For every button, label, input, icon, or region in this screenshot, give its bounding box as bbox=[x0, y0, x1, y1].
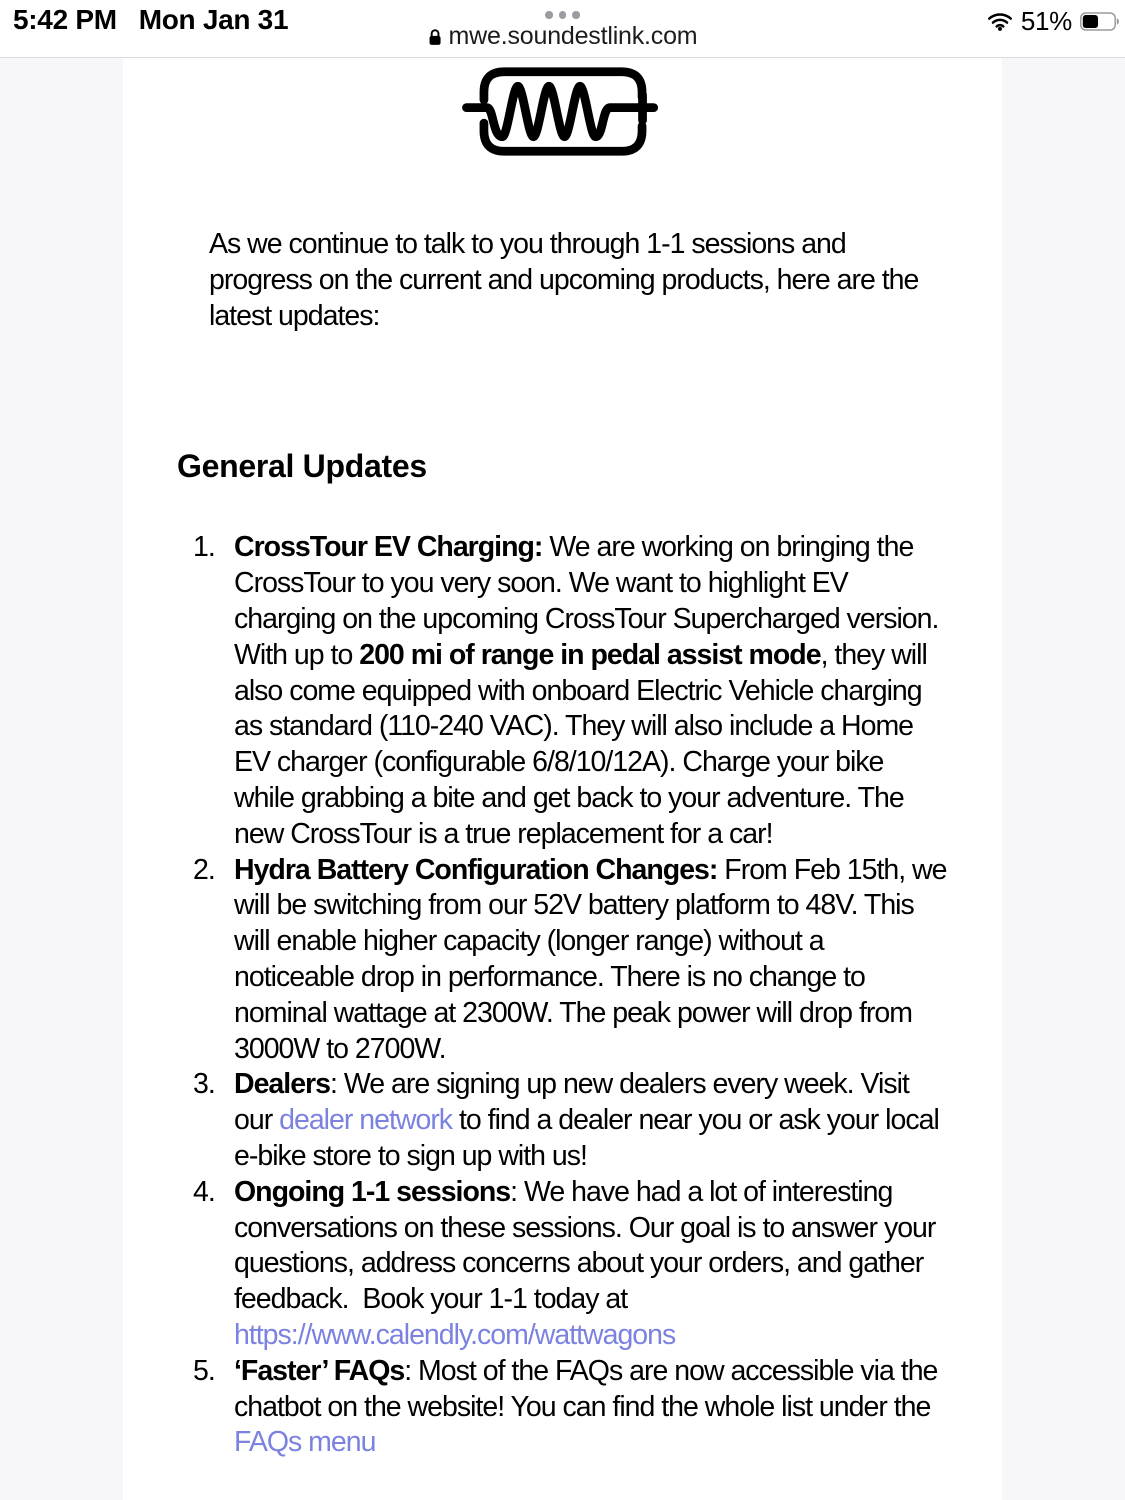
list-item-text bbox=[234, 1175, 948, 1354]
section-title: General Updates bbox=[177, 448, 427, 485]
bold-text: Ongoing 1-1 sessions bbox=[234, 1175, 511, 1208]
list-item-text bbox=[234, 853, 948, 1068]
list-item-text bbox=[234, 530, 948, 852]
body-text: : We have had a lot of interesting conversations on these sessions. Our goal is to answer your questions, address concerns about your orders, and gather feedback. Book your 1-1 today at bbox=[234, 1175, 936, 1316]
page-indicator-dots[interactable] bbox=[428, 11, 698, 19]
safari-toolbar bbox=[0, 0, 1125, 58]
list-item bbox=[177, 530, 948, 852]
list-item-number: 2. bbox=[193, 853, 215, 886]
lock-icon bbox=[428, 28, 442, 46]
status-time: 5:42 PM bbox=[13, 4, 117, 35]
inline-link[interactable]: FAQs menu bbox=[234, 1426, 376, 1459]
bold-text: CrossTour EV Charging: bbox=[234, 531, 543, 564]
list-item bbox=[177, 1175, 948, 1354]
battery-icon bbox=[1080, 12, 1120, 31]
list-item bbox=[177, 1067, 948, 1174]
bold-text: Dealers bbox=[234, 1068, 330, 1101]
status-right bbox=[987, 6, 1120, 37]
intro-paragraph: As we continue to talk to you through 1-1 sessions and progress on the current and upcoming products, here are the latest updates: bbox=[209, 228, 919, 332]
body-text: , they will also come equipped with onboard Electric Vehicle charging as standard (110-240 VAC). They will also include a Home EV charger (configurable 6/8/10/12A). Charge your bike while grabbing a bite and get back to your adventure. The new CrossTour is a true replacement for a car! bbox=[234, 638, 927, 850]
body-text: From Feb 15th, we will be switching from our 52V battery platform to 48V. This will enable higher capacity (longer range) without a noticeable drop in performance. There is no change to nominal wattage at 2300W. The peak power will drop from 3000W to 2700W. bbox=[234, 853, 947, 1065]
address-bar[interactable] bbox=[428, 22, 698, 51]
body-text: to find a dealer near you or ask your local e-bike store to sign up with us! bbox=[234, 1104, 939, 1172]
list-item-text bbox=[234, 1067, 948, 1174]
body-text: : Most of the FAQs are now accessible via the chatbot on the website! You can find the whole list under the bbox=[234, 1354, 938, 1423]
wifi-icon bbox=[987, 12, 1013, 31]
bold-text: 200 mi of range in pedal assist mode bbox=[359, 638, 821, 671]
list-item-number: 1. bbox=[193, 531, 215, 564]
browser-viewport bbox=[0, 58, 1125, 1500]
url-text: mwe.soundestlink.com bbox=[448, 22, 698, 50]
wattwagons-wave-logo bbox=[461, 63, 665, 165]
list-item-number: 3. bbox=[193, 1068, 215, 1101]
bold-text: ‘Faster’ FAQs bbox=[234, 1354, 405, 1387]
battery-percent: 51% bbox=[1020, 6, 1072, 36]
address-bar-group bbox=[428, 11, 698, 51]
email-content bbox=[123, 58, 1002, 1500]
body-text: : We are signing up new dealers every week. Visit our bbox=[234, 1068, 909, 1137]
status-date: Mon Jan 31 bbox=[138, 4, 289, 35]
list-item-text bbox=[234, 1354, 948, 1461]
status-left bbox=[13, 4, 288, 36]
logo-container bbox=[177, 63, 948, 165]
updates-list bbox=[177, 530, 948, 1461]
list-item bbox=[177, 1354, 948, 1461]
list-item-number: 5. bbox=[193, 1354, 215, 1387]
bold-text: Hydra Battery Configuration Changes: bbox=[234, 853, 718, 886]
list-item-number: 4. bbox=[193, 1175, 215, 1208]
body-text: We are working on bringing the CrossTour to you very soon. We want to highlight EV charging on the upcoming CrossTour Supercharged version. With up to bbox=[234, 531, 939, 671]
inline-link[interactable]: dealer network bbox=[279, 1104, 453, 1137]
list-item bbox=[177, 853, 948, 1068]
inline-link[interactable]: https://www.calendly.com/wattwagons bbox=[234, 1318, 676, 1351]
